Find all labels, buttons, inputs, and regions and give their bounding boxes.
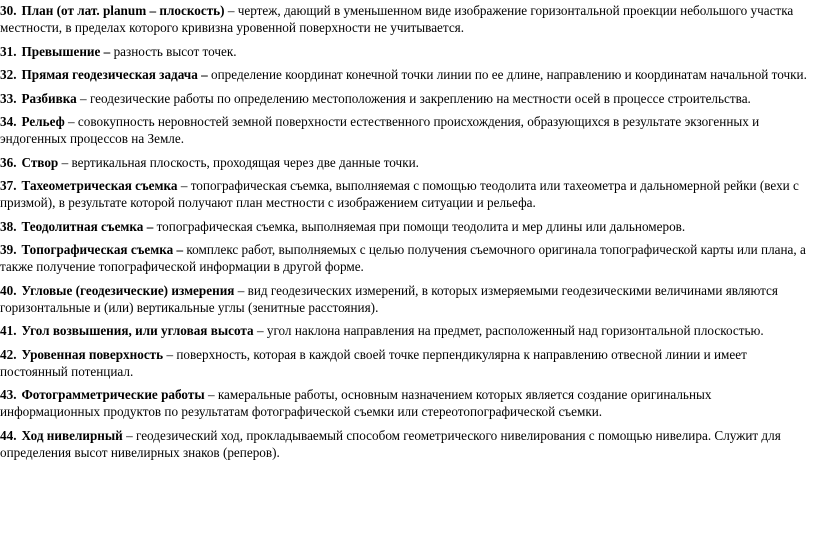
- entry-term: Теодолитная съемка –: [21, 218, 154, 234]
- entry-term: Угол возвышения, или угловая высота: [21, 323, 254, 338]
- entry-number: 39.: [0, 242, 17, 257]
- glossary-entry: [0, 322, 810, 339]
- entry-number: 32.: [0, 67, 17, 82]
- entry-number: 41.: [0, 323, 17, 338]
- entry-number: 34.: [0, 114, 17, 129]
- entry-term: Угловые (геодезические) измерения: [21, 282, 235, 298]
- entry-term: Уровенная поверхность: [21, 346, 164, 362]
- glossary-entry: [0, 154, 810, 171]
- entry-definition: – поверхность, которая в каждой своей точке перпендикулярна к направлению отвесной линии и имеет постоянный потенциал.: [0, 346, 747, 379]
- glossary-entry: [0, 2, 810, 36]
- entry-term: Ход нивелирный: [21, 427, 123, 443]
- entry-definition: – совокупность неровностей земной поверхности естественного происхождения, образующихся в результате экзогенных и эндогенных процессов на Земле.: [0, 114, 760, 146]
- entry-definition: – вертикальная плоскость, проходящая через две данные точки.: [58, 154, 419, 170]
- entry-number: 33.: [0, 90, 17, 106]
- glossary-entry: [0, 386, 810, 420]
- entry-term: Прямая геодезическая задача –: [21, 67, 208, 82]
- entry-number: 42.: [0, 346, 17, 362]
- entry-number: 44.: [0, 427, 17, 443]
- entry-term: Топографическая съемка –: [21, 242, 184, 257]
- glossary-entry: [0, 346, 810, 380]
- glossary-entry: [0, 427, 810, 461]
- entry-definition: – топографическая съемка, выполняемая с помощью теодолита или тахеометра и дальномерной рейки (вехи с призмой), в результате которой получают план местности с изображением ситуации и рельефа.: [0, 178, 799, 210]
- entry-definition: определение координат конечной точки линии по ее длине, направлению и координатам начальной точки.: [207, 67, 807, 82]
- entry-definition: – геодезические работы по определению местоположения и закреплению на местности осей в процессе строительства.: [76, 90, 751, 106]
- glossary-entry: [0, 90, 810, 107]
- glossary-entry: [0, 218, 810, 235]
- glossary-entry: [0, 282, 810, 316]
- entry-definition: разность высот точек.: [110, 43, 237, 59]
- glossary-entry: [0, 241, 810, 275]
- entry-term: Разбивка: [21, 90, 77, 106]
- entry-term: Превышение –: [21, 43, 111, 59]
- entry-number: 37.: [0, 178, 17, 193]
- entry-term: План (от лат. planum – плоскость): [21, 3, 225, 18]
- entry-definition: – вид геодезических измерений, в которых измеряемыми геодезическими величинами являются горизонтальные и (или) вертикальные углы (зенитные расстояния).: [0, 282, 778, 315]
- entry-number: 36.: [0, 154, 17, 170]
- entry-definition: топографическая съемка, выполняемая при помощи теодолита и мер длины или дальномеров.: [153, 218, 686, 234]
- entry-number: 40.: [0, 282, 17, 298]
- glossary-entry: [0, 66, 810, 83]
- entry-number: 30.: [0, 3, 17, 18]
- entry-number: 38.: [0, 218, 17, 234]
- entry-number: 43.: [0, 387, 17, 402]
- entry-definition: – камеральные работы, основным назначением которых является создание оригинальных информационных продуктов по результатам фотографической съемки или стереотопографической съемки.: [0, 387, 712, 419]
- glossary-entry: [0, 177, 810, 211]
- entry-number: 31.: [0, 43, 17, 59]
- entry-definition: комплекс работ, выполняемых с целью получения съемочного оригинала топографической карты или плана, а также получение топографической информации в другой форме.: [0, 242, 806, 274]
- entry-definition: – угол наклона направления на предмет, расположенный над горизонтальной плоскостью.: [253, 323, 764, 338]
- entry-term: Тахеометрическая съемка: [21, 178, 178, 193]
- entry-term: Створ: [21, 154, 59, 170]
- entry-term: Фотограмметрические работы: [21, 387, 205, 402]
- entry-definition: – чертеж, дающий в уменьшенном виде изображение горизонтальной проекции небольшого участка местности, в пределах которого кривизна уровенной поверхности не учитывается.: [0, 3, 794, 35]
- entry-term: Рельеф: [21, 114, 65, 129]
- glossary-entry: [0, 113, 810, 147]
- entry-definition: – геодезический ход, прокладываемый способом геометрического нивелирования с помощью нивелира. Служит для определения высот нивелирных знаков (реперов).: [0, 427, 781, 460]
- glossary-entry: [0, 43, 810, 60]
